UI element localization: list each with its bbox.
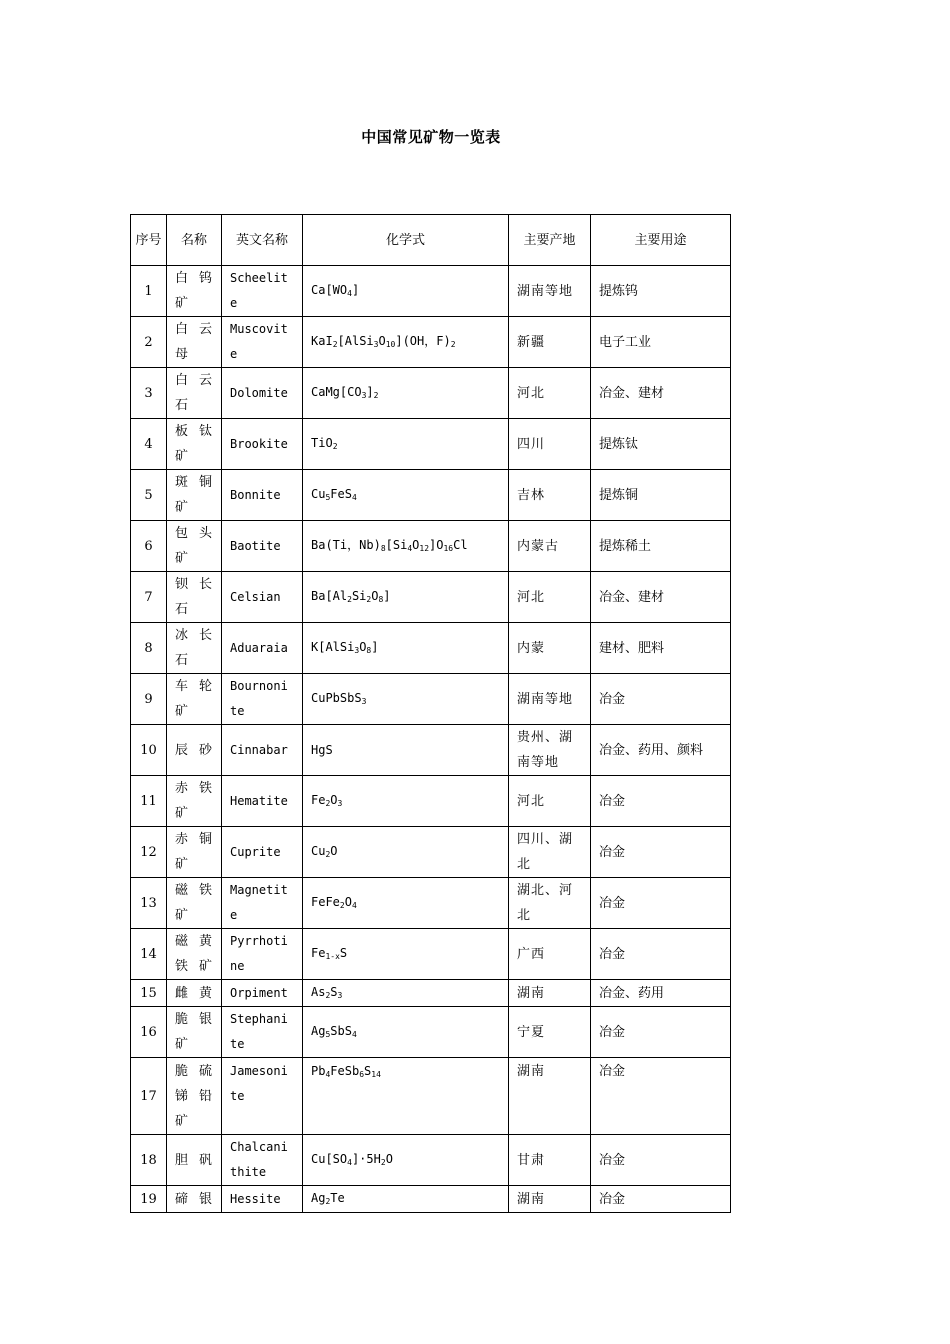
table-row	[131, 1135, 731, 1186]
header-cell-formula: 化学式	[303, 215, 509, 266]
header-cell-en-name: 英文名称	[222, 215, 303, 266]
cell-use: 冶金、建材	[591, 572, 731, 623]
table-row	[131, 368, 731, 419]
cell-en-name: Baotite	[222, 521, 303, 572]
cell-place: 四川、湖北	[509, 827, 591, 878]
cell-no: 9	[131, 674, 167, 725]
table-row	[131, 725, 731, 776]
cell-place: 湖南等地	[509, 266, 591, 317]
cell-formula: $Cu[SO_4]\cdot 5H_2O$	[303, 1135, 509, 1186]
cell-cn-name: 包头矿	[167, 521, 222, 572]
table-row	[131, 572, 731, 623]
table-row	[131, 1007, 731, 1058]
cell-en-name: Muscovite	[222, 317, 303, 368]
cell-cn-name: 辰砂	[167, 725, 222, 776]
cell-en-name: Hessite	[222, 1186, 303, 1213]
cell-no: 14	[131, 929, 167, 980]
cell-formula: Ba(Ti，$Nb)_8[Si_4O_{12}]O_{16}Cl$	[303, 521, 509, 572]
cell-use: 冶金	[591, 674, 731, 725]
cell-no: 3	[131, 368, 167, 419]
cell-formula: TiO$_2$	[303, 419, 509, 470]
cell-cn-name: 冰长石	[167, 623, 222, 674]
table-row	[131, 317, 731, 368]
table-row	[131, 266, 731, 317]
cell-place: 内蒙古	[509, 521, 591, 572]
cell-no: 16	[131, 1007, 167, 1058]
cell-formula: $K[AlSi_3O_8]$	[303, 623, 509, 674]
header-cell-use: 主要用途	[591, 215, 731, 266]
cell-no: 7	[131, 572, 167, 623]
cell-no: 6	[131, 521, 167, 572]
cell-no: 2	[131, 317, 167, 368]
cell-en-name: Aduaraia	[222, 623, 303, 674]
cell-place: 湖南	[509, 980, 591, 1007]
cell-place: 四川	[509, 419, 591, 470]
cell-use: 冶金	[591, 827, 731, 878]
cell-formula: $KaI_2[AlSi_3O_{10}](OH$，$F)_2$	[303, 317, 509, 368]
cell-use: 提炼稀土	[591, 521, 731, 572]
cell-en-name: Orpiment	[222, 980, 303, 1007]
table-row	[131, 929, 731, 980]
cell-formula: $Fe_{1-x}S$	[303, 929, 509, 980]
header-cell-cn-name: 名称	[167, 215, 222, 266]
cell-place: 宁夏	[509, 1007, 591, 1058]
cell-no: 10	[131, 725, 167, 776]
cell-use: 冶金	[591, 1058, 731, 1135]
cell-cn-name: 磁铁矿	[167, 878, 222, 929]
cell-cn-name: 雌黄	[167, 980, 222, 1007]
cell-cn-name: 赤铜矿	[167, 827, 222, 878]
cell-no: 19	[131, 1186, 167, 1213]
cell-use: 冶金、建材	[591, 368, 731, 419]
cell-cn-name: 脆硫锑铅矿	[167, 1058, 222, 1135]
cell-place: 吉林	[509, 470, 591, 521]
cell-place: 湖南	[509, 1186, 591, 1213]
table-row	[131, 980, 731, 1007]
cell-no: 12	[131, 827, 167, 878]
cell-formula: $Ba[Al_2Si_2O_8]$	[303, 572, 509, 623]
cell-cn-name: 赤铁矿	[167, 776, 222, 827]
cell-use: 冶金、药用、颜料	[591, 725, 731, 776]
cell-en-name: Pyrrhotine	[222, 929, 303, 980]
cell-no: 8	[131, 623, 167, 674]
cell-no: 11	[131, 776, 167, 827]
cell-place: 甘肃	[509, 1135, 591, 1186]
cell-cn-name: 车轮矿	[167, 674, 222, 725]
cell-place: 广西	[509, 929, 591, 980]
cell-cn-name: 白云母	[167, 317, 222, 368]
table-row	[131, 827, 731, 878]
cell-en-name: Hematite	[222, 776, 303, 827]
cell-use: 冶金	[591, 1186, 731, 1213]
cell-no: 18	[131, 1135, 167, 1186]
minerals-table	[130, 214, 731, 1213]
cell-place: 湖南等地	[509, 674, 591, 725]
cell-en-name: Bournonite	[222, 674, 303, 725]
cell-no: 15	[131, 980, 167, 1007]
cell-use: 冶金	[591, 878, 731, 929]
cell-en-name: Bonnite	[222, 470, 303, 521]
table-row	[131, 878, 731, 929]
cell-cn-name: 碲银	[167, 1186, 222, 1213]
table-body	[131, 266, 731, 1213]
cell-cn-name: 脆银矿	[167, 1007, 222, 1058]
cell-no: 4	[131, 419, 167, 470]
page-title: 中国常见矿物一览表	[361, 128, 501, 146]
cell-formula: $Ag_2Te$	[303, 1186, 509, 1213]
cell-formula: HgS	[303, 725, 509, 776]
cell-use: 电子工业	[591, 317, 731, 368]
cell-use: 提炼铜	[591, 470, 731, 521]
cell-place: 河北	[509, 368, 591, 419]
cell-en-name: Celsian	[222, 572, 303, 623]
cell-en-name: Cuprite	[222, 827, 303, 878]
cell-en-name: Jamesonite	[222, 1058, 303, 1135]
cell-cn-name: 胆矾	[167, 1135, 222, 1186]
cell-use: 冶金	[591, 1135, 731, 1186]
cell-cn-name: 斑铜矿	[167, 470, 222, 521]
cell-place: 新疆	[509, 317, 591, 368]
cell-use: 冶金、药用	[591, 980, 731, 1007]
cell-en-name: Scheelite	[222, 266, 303, 317]
cell-formula: $Cu_5FeS_4$	[303, 470, 509, 521]
cell-use: 冶金	[591, 776, 731, 827]
cell-formula: $FeFe_2O_4$	[303, 878, 509, 929]
cell-place: 河北	[509, 776, 591, 827]
cell-formula: CuPbSbS$_3$	[303, 674, 509, 725]
cell-formula: $Pb_4FeSb_6S_{14}$	[303, 1058, 509, 1135]
cell-place: 内蒙	[509, 623, 591, 674]
cell-place: 贵州、湖南等地	[509, 725, 591, 776]
cell-en-name: Stephanite	[222, 1007, 303, 1058]
table-header-row	[131, 215, 731, 266]
cell-cn-name: 白云石	[167, 368, 222, 419]
cell-formula: $As_2S_3$	[303, 980, 509, 1007]
cell-use: 冶金	[591, 929, 731, 980]
cell-use: 建材、肥料	[591, 623, 731, 674]
cell-cn-name: 板钛矿	[167, 419, 222, 470]
cell-en-name: Dolomite	[222, 368, 303, 419]
header-cell-place: 主要产地	[509, 215, 591, 266]
cell-en-name: Cinnabar	[222, 725, 303, 776]
table-row	[131, 776, 731, 827]
cell-en-name: Brookite	[222, 419, 303, 470]
cell-formula: $CaMg[CO_3]_2$	[303, 368, 509, 419]
cell-use: 冶金	[591, 1007, 731, 1058]
cell-place: 湖南	[509, 1058, 591, 1135]
cell-no: 1	[131, 266, 167, 317]
cell-cn-name: 白钨矿	[167, 266, 222, 317]
cell-formula: $Fe_2O_3$	[303, 776, 509, 827]
cell-cn-name: 磁黄铁矿	[167, 929, 222, 980]
cell-formula: $Ca[WO_4]$	[303, 266, 509, 317]
cell-place: 河北	[509, 572, 591, 623]
cell-no: 17	[131, 1058, 167, 1135]
cell-en-name: Chalcanithite	[222, 1135, 303, 1186]
table-row	[131, 674, 731, 725]
cell-use: 提炼钨	[591, 266, 731, 317]
cell-no: 5	[131, 470, 167, 521]
cell-en-name: Magnetite	[222, 878, 303, 929]
table-row	[131, 1186, 731, 1213]
cell-no: 13	[131, 878, 167, 929]
table-row	[131, 521, 731, 572]
table-row	[131, 623, 731, 674]
table-row	[131, 1058, 731, 1135]
table-row	[131, 419, 731, 470]
cell-place: 湖北、河北	[509, 878, 591, 929]
cell-use: 提炼钛	[591, 419, 731, 470]
table-row	[131, 470, 731, 521]
header-cell-no: 序号	[131, 215, 167, 266]
cell-cn-name: 钡长石	[167, 572, 222, 623]
cell-formula: $Ag_5SbS_4$	[303, 1007, 509, 1058]
cell-formula: $Cu_2O$	[303, 827, 509, 878]
